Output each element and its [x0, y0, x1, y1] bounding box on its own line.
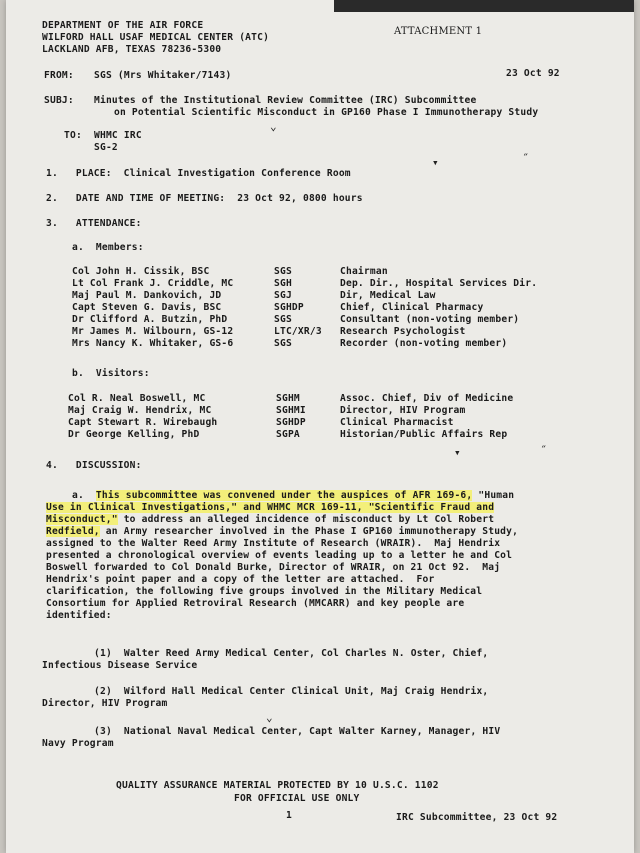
discussion-line: Misconduct," to address an alleged incidence of misconduct by Lt Col Robert [46, 514, 495, 525]
member-name: Lt Col Frank J. Criddle, MC [72, 278, 234, 289]
member-role: Chief, Clinical Pharmacy [340, 302, 484, 313]
discussion-line [46, 502, 494, 514]
visitor-office: SGPA [276, 429, 300, 440]
from-label: FROM: [44, 70, 74, 81]
members-label: a. Members: [72, 242, 144, 253]
group-2-line-1: (2) Wilford Hall Medical Center Clinical Unit, Maj Craig Hendrix, [94, 686, 489, 697]
pen-mark: ⌄ [270, 120, 277, 133]
member-name: Capt Steven G. Davis, BSC [72, 302, 222, 313]
group-1-line-2: Infectious Disease Service [42, 660, 198, 671]
member-office: SGS [274, 266, 292, 277]
visitor-name: Dr George Kelling, PhD [68, 429, 200, 440]
subject-label: SUBJ: [44, 95, 74, 106]
to-line-1: WHMC IRC [94, 130, 142, 141]
visitor-role: Historian/Public Affairs Rep [340, 429, 508, 440]
discussion-line: clarification, the following five groups involved in the Military Medical [46, 586, 483, 597]
discussion-line: Redfield, an Army researcher involved in the Phase I GP160 immunotherapy Study, [46, 526, 519, 537]
visitors-label: b. Visitors: [72, 368, 150, 379]
letterhead-line-1: DEPARTMENT OF THE AIR FORCE [42, 20, 204, 31]
from-value: SGS (Mrs Whitaker/7143) [94, 70, 232, 81]
member-role: Dep. Dir., Hospital Services Dir. [340, 278, 538, 289]
section-place: 1. PLACE: Clinical Investigation Conference Room [46, 168, 351, 179]
pen-mark: ˝ [540, 444, 547, 457]
subject-line-1: Minutes of the Institutional Review Committee (IRC) Subcommittee [94, 95, 477, 106]
discussion-line: identified: [46, 610, 112, 621]
discussion-line: Hendrix's point paper and a copy of the letter are attached. For [46, 574, 435, 585]
visitor-role: Clinical Pharmacist [340, 417, 454, 428]
visitor-role: Assoc. Chief, Div of Medicine [340, 393, 514, 404]
fouo-notice: FOR OFFICIAL USE ONLY [234, 793, 360, 804]
discussion-line: assigned to the Walter Reed Army Institute of Research (WRAIR). Maj Hendrix [46, 538, 501, 549]
memo-page [6, 0, 634, 853]
member-role: Research Psychologist [340, 326, 466, 337]
highlighted-text: Misconduct," [46, 514, 118, 525]
member-name: Dr Clifford A. Butzin, PhD [72, 314, 228, 325]
member-office: SGS [274, 338, 292, 349]
section-discussion: 4. DISCUSSION: [46, 460, 142, 471]
visitor-name: Capt Stewart R. Wirebaugh [68, 417, 218, 428]
member-office: SGHDP [274, 302, 304, 313]
discussion-line: a. This subcommittee was convened under the auspices of AFR 169-6, "Human [72, 490, 515, 501]
visitor-office: SGHMI [276, 405, 306, 416]
section-attendance: 3. ATTENDANCE: [46, 218, 142, 229]
member-name: Mrs Nancy K. Whitaker, GS-6 [72, 338, 234, 349]
member-name: Mr James M. Wilbourn, GS-12 [72, 326, 234, 337]
member-role: Chairman [340, 266, 388, 277]
letterhead-line-3: LACKLAND AFB, TEXAS 78236-5300 [42, 44, 222, 55]
visitor-office: SGHM [276, 393, 300, 404]
page-number: 1 [286, 810, 292, 821]
to-label: TO: [64, 130, 82, 141]
section-date-time: 2. DATE AND TIME OF MEETING: 23 Oct 92, 0800 hours [46, 193, 363, 204]
member-role: Dir, Medical Law [340, 290, 436, 301]
member-office: SGS [274, 314, 292, 325]
member-office: SGH [274, 278, 292, 289]
discussion-line: presented a chronological overview of events leading up to a letter he and Col [46, 550, 513, 561]
discussion-line: Consortium for Applied Retroviral Research (MMCARR) and key people are [46, 598, 465, 609]
visitor-name: Maj Craig W. Hendrix, MC [68, 405, 212, 416]
visitor-name: Col R. Neal Boswell, MC [68, 393, 206, 404]
subject-line-2: on Potential Scientific Misconduct in GP160 Phase I Immunotherapy Study [114, 107, 539, 118]
attachment-label: ATTACHMENT 1 [394, 26, 483, 37]
member-office: LTC/XR/3 [274, 326, 322, 337]
highlighted-text: This subcommittee was convened under the auspices of AFR 169-6, [95, 490, 473, 501]
pen-mark: ▾ [432, 156, 439, 169]
qa-protection-notice: QUALITY ASSURANCE MATERIAL PROTECTED BY 10 U.S.C. 1102 [116, 780, 439, 791]
to-line-2: SG-2 [94, 142, 118, 153]
footer-reference: IRC Subcommittee, 23 Oct 92 [396, 812, 558, 823]
pen-mark: ▾ [454, 446, 461, 459]
visitor-role: Director, HIV Program [340, 405, 466, 416]
memo-date: 23 Oct 92 [506, 68, 560, 79]
group-3-line-1: (3) National Naval Medical Center, Capt Walter Karney, Manager, HIV [94, 726, 501, 737]
member-role: Consultant (non-voting member) [340, 314, 520, 325]
group-2-line-2: Director, HIV Program [42, 698, 168, 709]
page-edge-shadow [334, 0, 634, 12]
group-3-line-2: Navy Program [42, 738, 114, 749]
member-name: Col John H. Cissik, BSC [72, 266, 210, 277]
highlighted-text: Use in Clinical Investigations," and WHMC MCR 169-11, "Scientific Fraud and [46, 502, 495, 513]
visitor-office: SGHDP [276, 417, 306, 428]
member-office: SGJ [274, 290, 292, 301]
pen-mark: ⌄ [266, 711, 273, 724]
letterhead-line-2: WILFORD HALL USAF MEDICAL CENTER (ATC) [42, 32, 270, 43]
pen-mark: ˝ [522, 152, 529, 165]
discussion-line: Boswell forwarded to Col Donald Burke, Director of WRAIR, on 21 Oct 92. Maj [46, 562, 501, 573]
member-role: Recorder (non-voting member) [340, 338, 508, 349]
group-1-line-1: (1) Walter Reed Army Medical Center, Col Charles N. Oster, Chief, [94, 648, 489, 659]
member-name: Maj Paul M. Dankovich, JD [72, 290, 222, 301]
highlighted-text: Redfield, [46, 526, 100, 537]
